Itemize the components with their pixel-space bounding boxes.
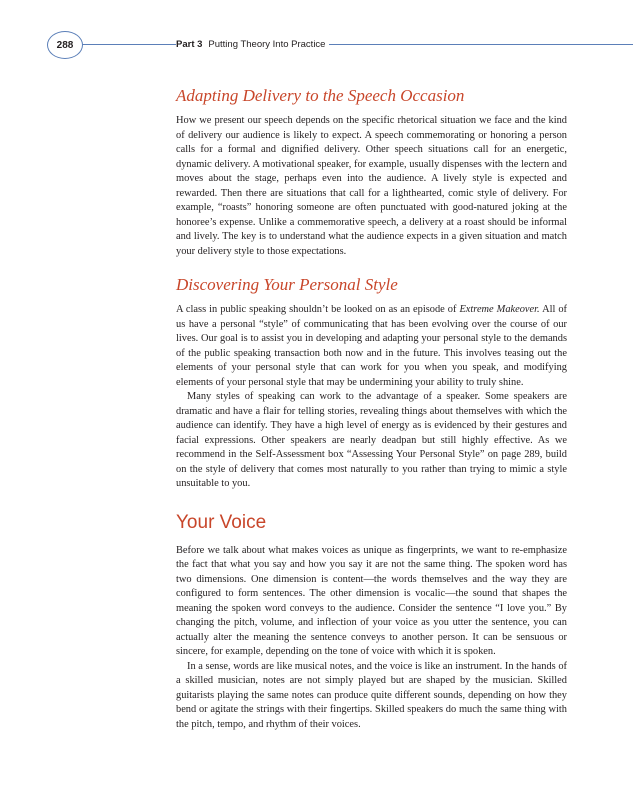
paragraph-adapting-1: How we present our speech depends on the specific rhetorical situation we face and the kind of delivery our audience is likely to expect. A speech commemorating or honoring a person calls for a formal and dignified delivery. Other speech situations call for an energetic, dynamic delivery. A motivational speaker, for example, usually dispenses with the lectern and moves about the stage, perhaps even into the audience. A lively style is expected and rewarded. Then there are situations that call for a lighthearted, comic style of delivery. For example, “roasts” honoring someone are often punctuated with good-natured joking at the honoree’s expense. Unlike a commemorative speech, a delivery at a roast should be informal and lively. The key is to understand what the audience expects in a given situation and match your delivery style to those expectations. xyxy=(176,115,567,257)
text-run: All of us have a personal “style” of communicating that has been evolving over the course of our lives. Our goal is to assist you in developing and adapting your personal style to the demands of the public speaking transaction both now and in the future. This involves teasing out the elements of your personal style that can work for you when you speak, and modifying elements of your personal style that may be undermining your ability to truly shine. xyxy=(176,304,568,388)
running-head xyxy=(176,39,329,50)
header-rule xyxy=(82,44,633,45)
section-heading-voice: Your Voice xyxy=(176,511,267,533)
paragraph-voice-1: Before we talk about what makes voices as unique as fingerprints, we want to re-emphasize the fact that what you say and how you say it are not the same thing. The spoken word has two dimensions. One dimension is content—the words themselves and the way they are configured to form sentences. The other dimension is vocalic—the sound that shapes the meaning the spoken word conveys to the audience. Consider the sentence “I love you.” By changing the pitch, volume, and inflection of your voice as you utter the sentence, you can actually alter the meaning the sentence conveys to another person. It can be sensuous or sincere, for example, depending on the tone of voice with which it is spoken. xyxy=(176,544,567,657)
part-title: Putting Theory Into Practice xyxy=(208,39,326,50)
section-heading-adapting: Adapting Delivery to the Speech Occasion xyxy=(176,86,465,105)
paragraph-voice-2: In a sense, words are like musical notes, and the voice is like an instrument. In the hands of a skilled musician, notes are not simply played but are shaped by the musician. Skilled guitarists playing the same notes can produce quite different sounds, depending on how they bend or agitate the strings with their fingertips. Skilled speakers do much the same thing with the pitch, tempo, and rhythm of their voices. xyxy=(176,660,567,730)
text-run: A class in public speaking shouldn’t be looked on as an episode of xyxy=(176,304,460,315)
section-heading-discovering: Discovering Your Personal Style xyxy=(176,275,398,294)
page-number-badge xyxy=(47,31,83,59)
page-body xyxy=(176,86,567,732)
page-number: 288 xyxy=(56,39,74,51)
part-label: Part 3 xyxy=(176,39,203,50)
italic-title: Extreme Makeover. xyxy=(459,304,540,315)
paragraph-discovering-1 xyxy=(176,303,567,390)
paragraph-discovering-2: Many styles of speaking can work to the advantage of a speaker. Some speakers are dramatic and have a flair for telling stories, revealing things about themselves with which the audience can identify. They have a high level of energy as is evidenced by their gestures and facial expressions. Other speakers are nearly deadpan but still highly effective. As we recommend in the Self-Assessment box “Assessing Your Personal Style” on page 289, build on the style of delivery that comes most naturally to you rather than trying to mimic a style unsuitable to you. xyxy=(176,391,567,489)
